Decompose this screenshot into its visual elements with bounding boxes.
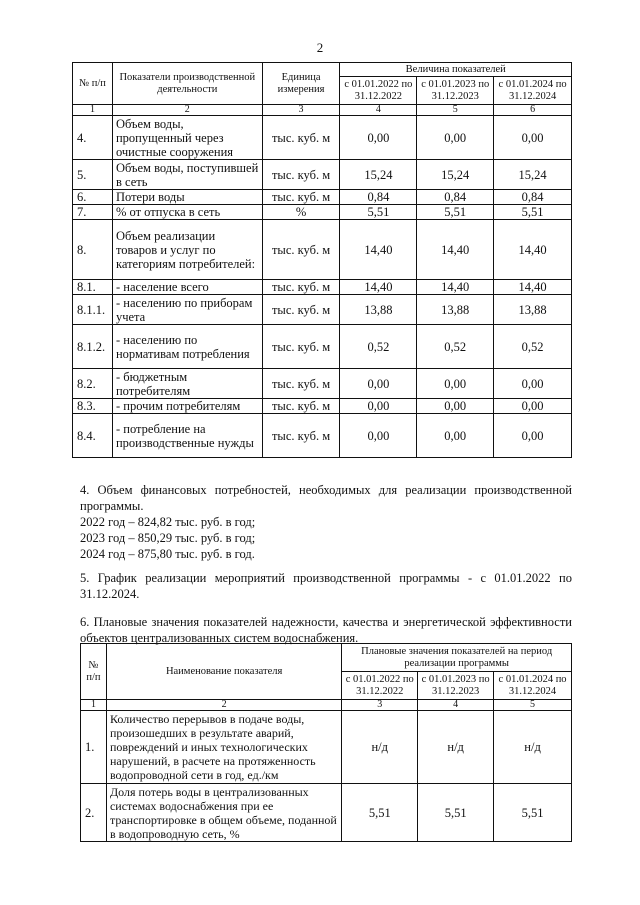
- row-value: 14,40: [417, 220, 494, 280]
- row-value: 5,51: [418, 784, 494, 842]
- row-unit: тыс. куб. м: [262, 399, 340, 414]
- row-name: - населению по нормативам потребления: [112, 325, 262, 369]
- index-cell: 4: [340, 105, 417, 116]
- header-indicator: Наименование показателя: [106, 644, 341, 700]
- section-6-text: 6. Плановые значения показателей надежности, качества и энергетической эффективности объектов централизованных систем водоснабжения.: [80, 615, 572, 645]
- section-6: [80, 614, 572, 646]
- table-row: [73, 190, 572, 205]
- row-num: 8.: [73, 220, 113, 280]
- row-num: 4.: [73, 116, 113, 160]
- row-value: 0,00: [340, 116, 417, 160]
- row-value: 5,51: [340, 205, 417, 220]
- row-value: 14,40: [494, 220, 572, 280]
- table-row: [73, 325, 572, 369]
- index-cell: 1: [81, 700, 107, 711]
- header-num: № п/п: [73, 63, 113, 105]
- table-row: [73, 280, 572, 295]
- row-value: 15,24: [494, 160, 572, 190]
- row-value: 14,40: [494, 280, 572, 295]
- header-period: с 01.01.2023 по 31.12.2023: [417, 77, 494, 105]
- row-unit: тыс. куб. м: [262, 220, 340, 280]
- header-num: № п/п: [81, 644, 107, 700]
- row-unit: тыс. куб. м: [262, 116, 340, 160]
- header-period: с 01.01.2024 по 31.12.2024: [494, 77, 572, 105]
- row-name: - бюджетным потребителям: [112, 369, 262, 399]
- index-cell: 5: [417, 105, 494, 116]
- row-value: 13,88: [340, 295, 417, 325]
- row-num: 6.: [73, 190, 113, 205]
- row-value: 0,00: [340, 399, 417, 414]
- section-4: [80, 482, 572, 562]
- row-unit: тыс. куб. м: [262, 280, 340, 295]
- row-value: 0,00: [340, 369, 417, 399]
- row-unit: %: [262, 205, 340, 220]
- header-value-group: Плановые значения показателей на период реализации программы: [342, 644, 572, 672]
- table-row: [73, 116, 572, 160]
- row-value: 0,84: [417, 190, 494, 205]
- header-period: с 01.01.2022 по 31.12.2022: [342, 672, 418, 700]
- row-name: - прочим потребителям: [112, 399, 262, 414]
- row-value: 5,51: [417, 205, 494, 220]
- row-value: 5,51: [494, 205, 572, 220]
- row-name: Объем воды, пропущенный через очистные сооружения: [112, 116, 262, 160]
- header-period: с 01.01.2022 по 31.12.2022: [340, 77, 417, 105]
- row-num: 8.1.2.: [73, 325, 113, 369]
- row-name: Потери воды: [112, 190, 262, 205]
- row-unit: тыс. куб. м: [262, 369, 340, 399]
- index-cell: 5: [494, 700, 572, 711]
- row-value: н/д: [494, 711, 572, 784]
- row-num: 8.2.: [73, 369, 113, 399]
- row-value: 0,00: [417, 399, 494, 414]
- row-value: 0,00: [340, 414, 417, 458]
- row-unit: тыс. куб. м: [262, 190, 340, 205]
- row-value: 0,00: [494, 116, 572, 160]
- row-value: 0,84: [340, 190, 417, 205]
- row-num: 2.: [81, 784, 107, 842]
- table-row: [73, 220, 572, 280]
- section-5: [80, 570, 572, 602]
- row-value: 0,52: [417, 325, 494, 369]
- section-5-text: 5. График реализации мероприятий производственной программы - с 01.01.2022 по 31.12.2024.: [80, 571, 572, 601]
- index-cell: 3: [262, 105, 340, 116]
- row-unit: тыс. куб. м: [262, 414, 340, 458]
- row-name: - население всего: [112, 280, 262, 295]
- row-unit: тыс. куб. м: [262, 325, 340, 369]
- row-unit: тыс. куб. м: [262, 160, 340, 190]
- row-value: 0,52: [494, 325, 572, 369]
- row-value: 0,00: [417, 116, 494, 160]
- header-period: с 01.01.2023 по 31.12.2023: [418, 672, 494, 700]
- page-number: 2: [316, 40, 324, 55]
- row-value: н/д: [418, 711, 494, 784]
- header-indicator: Показатели производственной деятельности: [112, 63, 262, 105]
- row-num: 8.1.: [73, 280, 113, 295]
- header-unit: Единица измерения: [262, 63, 340, 105]
- row-value: 15,24: [340, 160, 417, 190]
- reliability-indicators-table: [80, 643, 572, 842]
- row-num: 8.4.: [73, 414, 113, 458]
- table-row: [73, 399, 572, 414]
- row-num: 1.: [81, 711, 107, 784]
- row-value: 14,40: [340, 280, 417, 295]
- section-4-line: 2023 год – 850,29 тыс. руб. в год;: [80, 531, 256, 545]
- row-value: 0,00: [494, 399, 572, 414]
- row-value: 0,00: [417, 369, 494, 399]
- row-value: 14,40: [340, 220, 417, 280]
- index-cell: 4: [418, 700, 494, 711]
- section-4-line: 2022 год – 824,82 тыс. руб. в год;: [80, 515, 256, 529]
- header-value-group: Величина показателей: [340, 63, 572, 77]
- row-num: 7.: [73, 205, 113, 220]
- index-cell: 2: [106, 700, 341, 711]
- table-row: [81, 711, 572, 784]
- row-value: н/д: [342, 711, 418, 784]
- section-4-line: 2024 год – 875,80 тыс. руб. в год.: [80, 547, 255, 561]
- row-value: 13,88: [417, 295, 494, 325]
- row-value: 5,51: [342, 784, 418, 842]
- row-value: 5,51: [494, 784, 572, 842]
- header-period: с 01.01.2024 по 31.12.2024: [494, 672, 572, 700]
- row-value: 0,00: [494, 414, 572, 458]
- production-indicators-table: [72, 62, 572, 458]
- row-name: Количество перерывов в подаче воды, произошедших в результате аварий, повреждений и иных технологических нарушений, в расчете на протяженность водопроводной сети в год, ед./км: [106, 711, 341, 784]
- row-value: 15,24: [417, 160, 494, 190]
- table-row: [73, 369, 572, 399]
- index-cell: 1: [73, 105, 113, 116]
- row-value: 13,88: [494, 295, 572, 325]
- index-cell: 6: [494, 105, 572, 116]
- table-row: [73, 160, 572, 190]
- row-value: 0,00: [494, 369, 572, 399]
- row-name: Доля потерь воды в централизованных системах водоснабжения при ее транспортировке в общем объеме, поданной в водопроводную сеть, %: [106, 784, 341, 842]
- table-row: [73, 414, 572, 458]
- index-cell: 3: [342, 700, 418, 711]
- row-num: 5.: [73, 160, 113, 190]
- table-row: [73, 205, 572, 220]
- row-unit: тыс. куб. м: [262, 295, 340, 325]
- row-num: 8.1.1.: [73, 295, 113, 325]
- row-name: - потребление на производственные нужды: [112, 414, 262, 458]
- row-value: 0,84: [494, 190, 572, 205]
- row-value: 0,52: [340, 325, 417, 369]
- row-name: % от отпуска в сеть: [112, 205, 262, 220]
- row-name: Объем воды, поступившей в сеть: [112, 160, 262, 190]
- row-name: - населению по приборам учета: [112, 295, 262, 325]
- row-value: 0,00: [417, 414, 494, 458]
- section-4-text: 4. Объем финансовых потребностей, необходимых для реализации производственной программы.: [80, 483, 572, 513]
- row-value: 14,40: [417, 280, 494, 295]
- row-num: 8.3.: [73, 399, 113, 414]
- index-cell: 2: [112, 105, 262, 116]
- row-name: Объем реализации товаров и услуг по категориям потребителей:: [112, 220, 262, 280]
- table-row: [81, 784, 572, 842]
- table-row: [73, 295, 572, 325]
